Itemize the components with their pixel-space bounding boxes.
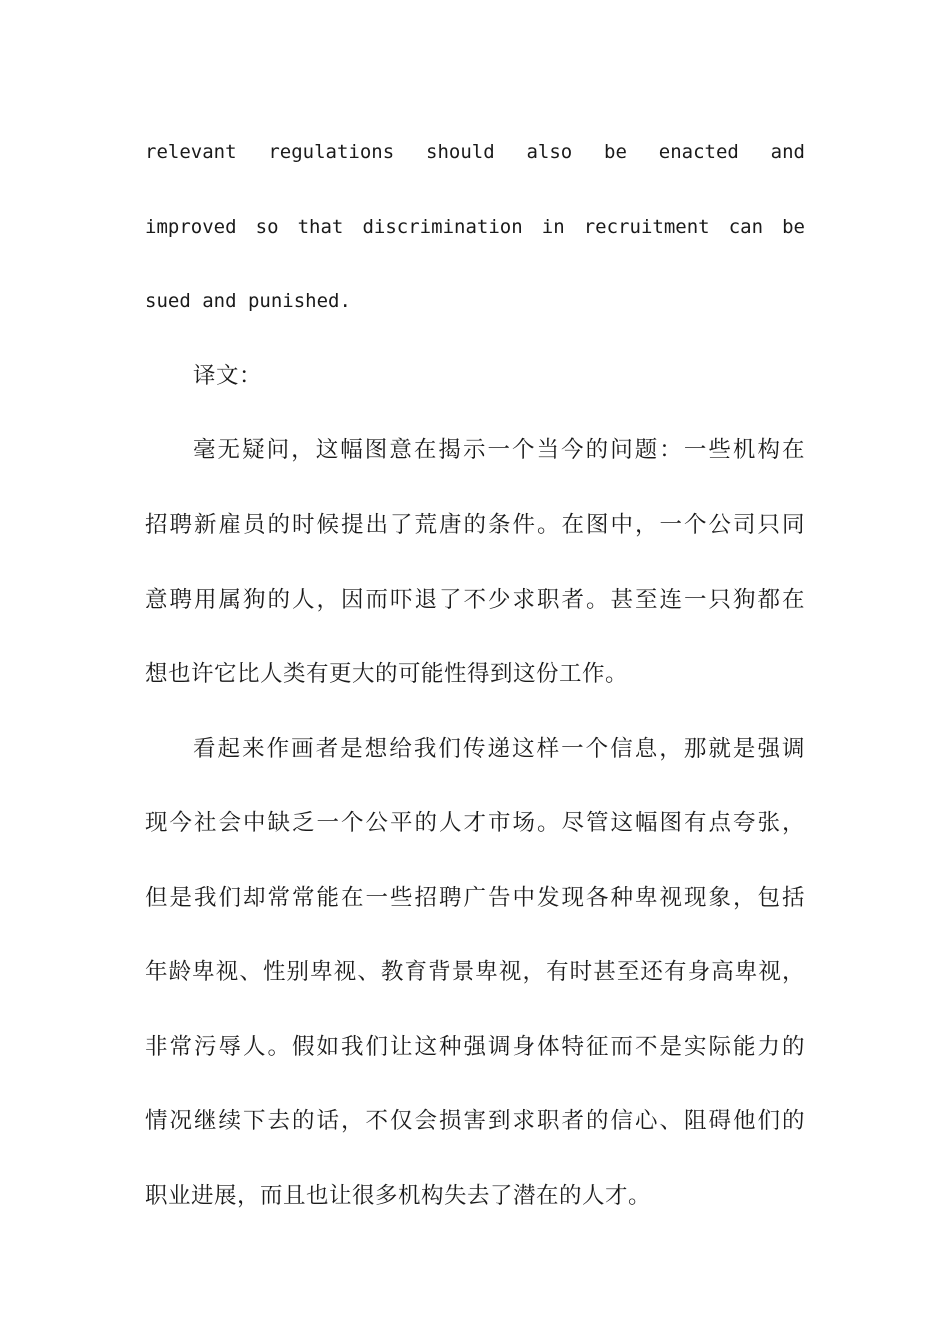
paragraph-2-line-4: 年龄卑视、性别卑视、教育背景卑视，有时甚至还有身高卑视，: [145, 959, 805, 985]
paragraph-2-line-7: 职业进展，而且也让很多机构失去了潜在的人才。: [145, 1183, 652, 1209]
paragraph-2-line-5: 非常污辱人。假如我们让这种强调身体特征而不是实际能力的: [145, 1034, 805, 1060]
paragraph-2-line-2: 现今社会中缺乏一个公平的人才市场。尽管这幅图有点夸张，: [145, 810, 805, 836]
paragraph-1-line-1: 毫无疑问，这幅图意在揭示一个当今的问题：一些机构在: [193, 437, 805, 463]
translation-heading: 译文：: [193, 363, 263, 389]
paragraph-1-line-2: 招聘新雇员的时候提出了荒唐的条件。在图中，一个公司只同: [145, 512, 805, 538]
english-line-2: improved so that discrimination in recruitment can be: [145, 216, 805, 238]
paragraph-2-line-1: 看起来作画者是想给我们传递这样一个信息，那就是强调: [193, 736, 805, 762]
english-line-1: relevant regulations should also be enacted and: [145, 141, 805, 163]
paragraph-2-line-3: 但是我们却常常能在一些招聘广告中发现各种卑视现象，包括: [145, 885, 805, 911]
paragraph-1-line-4: 想也许它比人类有更大的可能性得到这份工作。: [145, 661, 629, 687]
paragraph-2-line-6: 情况继续下去的话，不仅会损害到求职者的信心、阻碍他们的: [145, 1108, 805, 1134]
english-line-3: sued and punished.: [145, 290, 351, 312]
paragraph-1-line-3: 意聘用属狗的人，因而吓退了不少求职者。甚至连一只狗都在: [145, 587, 805, 613]
